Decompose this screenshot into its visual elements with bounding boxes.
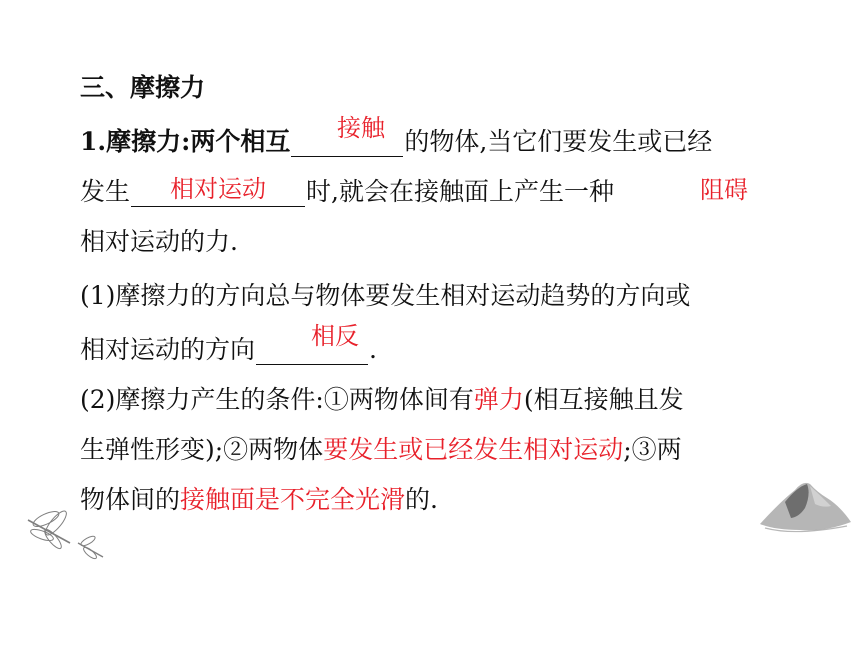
p3-line1-highlight: 弹力 bbox=[473, 385, 524, 414]
p3-line1 bbox=[80, 385, 684, 415]
p2-line1: (1)摩擦力的方向总与物体要发生相对运动趋势的方向或 bbox=[80, 281, 691, 310]
p1-line1 bbox=[80, 127, 712, 157]
dragonfly-icon bbox=[18, 505, 108, 565]
answer-2: 相对运动 bbox=[170, 175, 266, 203]
p1-line2-text-a: 发生 bbox=[80, 177, 131, 206]
p1-line2 bbox=[80, 177, 614, 207]
p3-line2-highlight: 要发生或已经发生相对运动 bbox=[323, 435, 624, 464]
p3-line1-text-a: (2)摩擦力产生的条件:①两物体间有 bbox=[80, 385, 474, 414]
p3-line3-text-b: 的. bbox=[405, 485, 438, 514]
p3-line2 bbox=[80, 435, 682, 465]
answer-1: 接触 bbox=[337, 114, 385, 142]
p2-line2-text-b: . bbox=[369, 335, 377, 364]
p3-line2-text-b: ;③两 bbox=[623, 435, 682, 464]
p1-line2-text-b: 时,就会在接触面上产生一种 bbox=[306, 177, 614, 206]
p3-line3-text-a: 物体间的 bbox=[80, 485, 181, 514]
answer-4: 相反 bbox=[311, 322, 359, 350]
p2-line2-text-a: 相对运动的方向 bbox=[80, 335, 256, 364]
p1-line1-text-a: 1.摩擦力:两个相互 bbox=[80, 127, 291, 156]
p3-line3 bbox=[80, 485, 438, 515]
mountain-icon bbox=[755, 462, 855, 542]
answer-3: 阻碍 bbox=[700, 176, 748, 204]
p1-line3: 相对运动的力. bbox=[80, 227, 238, 256]
p3-line3-highlight: 接触面是不完全光滑 bbox=[180, 485, 406, 514]
p3-line2-text-a: 生弹性形变);②两物体 bbox=[80, 435, 324, 464]
p1-line1-text-b: 的物体,当它们要发生或已经 bbox=[404, 127, 713, 156]
section-heading: 三、摩擦力 bbox=[80, 73, 206, 102]
p3-line1-text-b: (相互接触且发 bbox=[523, 385, 684, 414]
